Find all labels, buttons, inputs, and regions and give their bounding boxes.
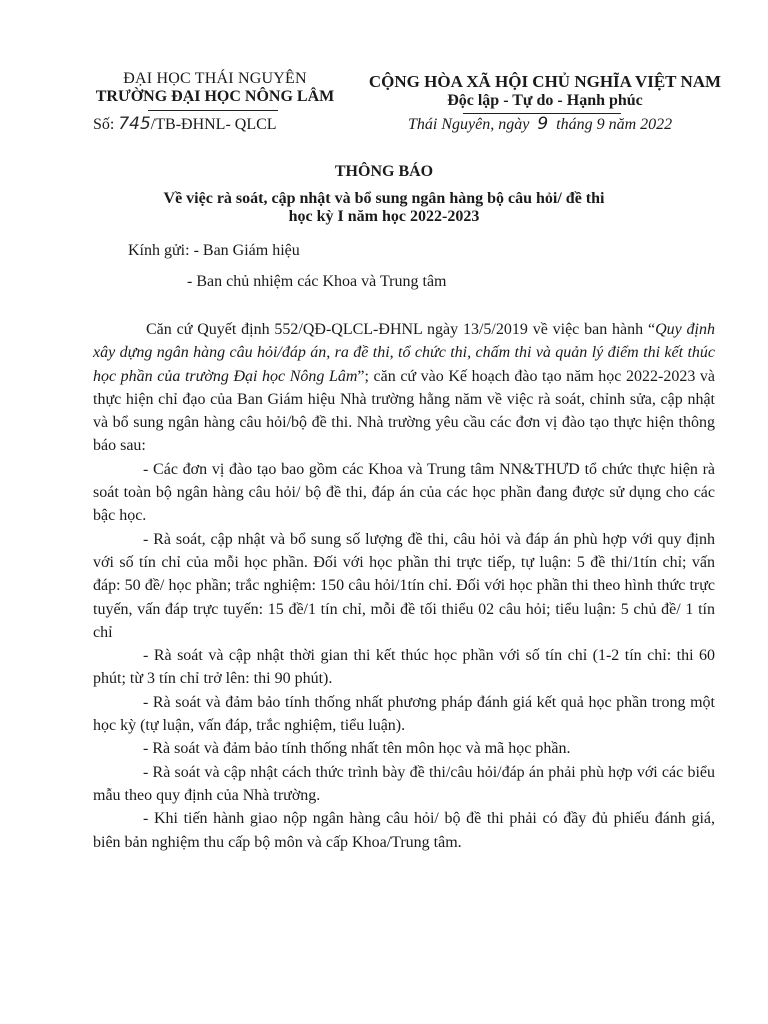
- document-date: [408, 114, 672, 134]
- document-number-prefix: Số:: [93, 116, 119, 133]
- list-item: - Rà soát và cập nhật cách thức trình bày đề thi/câu hỏi/đáp án phải phù hợp với các biểu mẫu theo quy định của Nhà trường.: [93, 763, 715, 804]
- recipient-line-2: - Ban chủ nhiệm các Khoa và Trung tâm: [187, 273, 447, 290]
- document-number-handwritten: 745: [118, 114, 151, 134]
- national-title: CỘNG HÒA XÃ HỘI CHỦ NGHĨA VIỆT NAM: [368, 72, 722, 91]
- document-number-suffix: /TB-ĐHNL- QLCL: [150, 116, 277, 133]
- list-item: - Rà soát và đảm bảo tính thống nhất tên môn học và mã học phần.: [143, 740, 571, 758]
- intro-italic-citation: Quy định xây dựng ngân hàng câu hỏi/đáp án, ra đề thi, tổ chức thi, chấm thi và quản lý điểm thi kết thúc học phần của trường Đại học Nông Lâm: [93, 321, 716, 385]
- date-prefix: Thái Nguyên, ngày: [408, 116, 530, 133]
- national-motto: Độc lập - Tự do - Hạnh phúc: [447, 92, 643, 109]
- document-subtitle-line2: học kỳ I năm học 2022-2023: [288, 208, 480, 225]
- document-title: THÔNG BÁO: [334, 163, 434, 180]
- recipient-line-1: Kính gửi: - Ban Giám hiệu: [128, 242, 300, 259]
- school-underline: [148, 110, 278, 111]
- list-item: - Rà soát và đảm bảo tính thống nhất phương pháp đánh giá kết quả học phần trong một học kỳ (tự luận, vấn đáp, trắc nghiệm, tiểu luận).: [93, 693, 715, 735]
- document-number: [93, 114, 277, 134]
- university-name: ĐẠI HỌC THÁI NGUYÊN: [123, 70, 307, 87]
- list-item: - Khi tiến hành giao nộp ngân hàng câu hỏi/ bộ đề thi phải có đầy đủ phiếu đánh giá, biên bản nghiệm thu cấp bộ môn và cấp Khoa/Trung tâm.: [93, 810, 715, 851]
- intro-text-b: ”; căn cứ vào Kế hoạch đào tạo năm học 2022-2023 và thực hiện chỉ đạo của Ban Giám hiệu Nhà trường hằng năm về việc rà soát, chỉnh sửa, cập nhật và bổ sung ngân hàng câu hỏi/bộ đề thi. Nhà trường yêu cầu các đơn vị đào tạo thực hiện thông báo sau:: [93, 367, 715, 455]
- list-item: - Các đơn vị đào tạo bao gồm các Khoa và Trung tâm NN&THƯD tổ chức thực hiện rà soát toàn bộ ngân hàng câu hỏi/ bộ đề thi, đáp án của các học phần đang được sử dụng cho các bậc học.: [93, 460, 715, 525]
- list-item: - Rà soát, cập nhật và bổ sung số lượng đề thi, câu hỏi và đáp án phù hợp với quy định với số tín chỉ của mỗi học phần. Đối với học phần thi trực tiếp, tự luận: 5 đề thi/1tín chỉ; vấn đáp: 50 đề/ học phần; trắc nghiệm: 150 câu hỏi/1tín chỉ. Đối với học phần thi theo hình thức trực tuyến, vấn đáp trực tuyến: 15 đề/1 tín chỉ, mỗi đề tối thiểu 02 câu hỏi; tiểu luận: 5 chủ đề/ 1 tín chỉ: [93, 530, 715, 641]
- date-suffix: tháng 9 năm 2022: [556, 116, 673, 133]
- document-body: [93, 318, 715, 854]
- date-day-handwritten: 9: [537, 114, 549, 134]
- intro-paragraph: [93, 318, 715, 458]
- school-name: TRƯỜNG ĐẠI HỌC NÔNG LÂM: [95, 88, 335, 105]
- document-subtitle-line1: Về việc rà soát, cập nhật và bổ sung ngân hàng bộ câu hỏi/ đề thi: [163, 190, 605, 207]
- list-item: - Rà soát và cập nhật thời gian thi kết thúc học phần với số tín chỉ (1-2 tín chỉ: thi 60 phút; từ 3 tín chỉ trở lên: thi 90 phút).: [93, 647, 715, 688]
- intro-text-a: Căn cứ Quyết định 552/QĐ-QLCL-ĐHNL ngày 13/5/2019 về việc ban hành “: [146, 321, 656, 338]
